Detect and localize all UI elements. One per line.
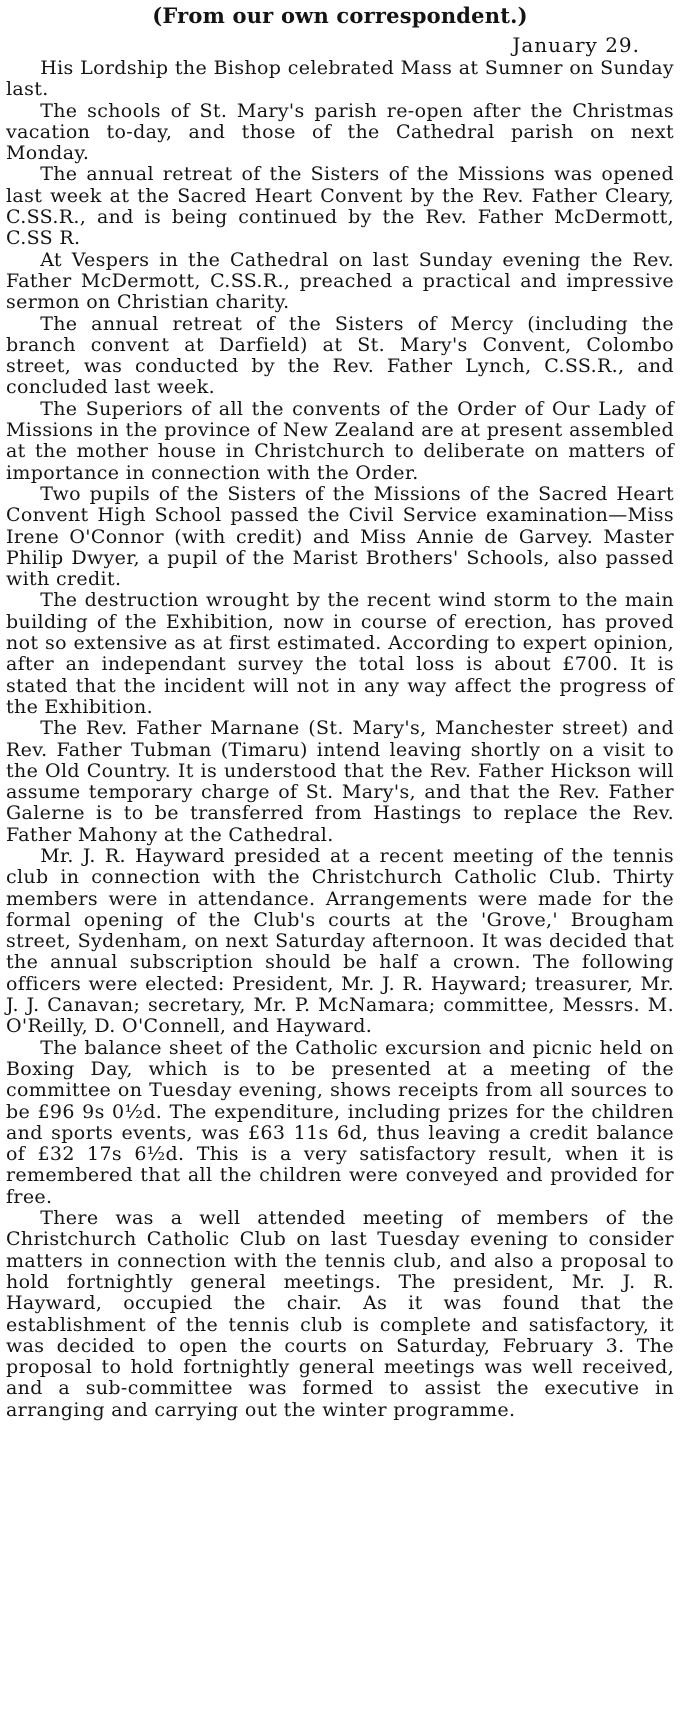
paragraph-excursion-balance-sheet: The balance sheet of the Catholic excursion and picnic held on Boxing Day, which is to be presented at a meeting of the committee on Tuesday evening, shows receipts from all sources to be £96 9s 0½d. The expenditure, including prizes for the children and sports events, was £63 11s 6d, thus leaving a credit balance of £32 17s 6½d. This is a very satisfactory result, when it is remembered that all the children were conveyed and provided for free. (6, 1036, 674, 1208)
paragraph-bishop-mass: His Lordship the Bishop celebrated Mass at Sumner on Sunday last. (6, 57, 674, 101)
paragraph-vespers-sermon: At Vespers in the Cathedral on last Sunday evening the Rev. Father McDermott, C.SS.R., preached a practical and impressive sermon on Christian charity. (6, 248, 674, 314)
paragraph-superiors-assembled: The Superiors of all the convents of the Order of Our Lady of Missions in the province of New Zealand are at present assembled at the mother house in Christchurch to deliberate on matters of importance in connection with the Order. (6, 397, 674, 484)
paragraph-tennis-club-meeting: Mr. J. R. Hayward presided at a recent meeting of the tennis club in connection with the Christchurch Catholic Club. Thirty members were in attendance. Arrangements were made for the formal opening of the Club's courts at the 'Grove,' Brougham street, Sydenham, on next Saturday afternoon. It was decided that the annual subscription should be half a crown. The following officers were elected: President, Mr. J. R. Hayward; treasurer, Mr. J. J. Canavan; secretary, Mr. P. McNamara; committee, Messrs. M. O'Reilly, D. O'Connell, and Hayward. (6, 844, 674, 1038)
paragraph-fathers-leaving: The Rev. Father Marnane (St. Mary's, Manchester street) and Rev. Father Tubman (Timaru) intend leaving shortly on a visit to the Old Country. It is understood that the Rev. Father Hickson will assume temporary charge of St. Mary's, and that the Rev. Father Galerne is to be transferred from Hastings to replace the Rev. Father Mahony at the Cathedral. (6, 717, 674, 846)
dateline: January 29. (512, 33, 640, 57)
newspaper-column (6, 0, 674, 1421)
paragraph-sisters-mercy-retreat: The annual retreat of the Sisters of Mercy (including the branch convent at Darfield) at St. Mary's Convent, Colombo street, was conducted by the Rev. Father Lynch, C.SS.R., and concluded last week. (6, 312, 674, 399)
paragraph-schools-reopen: The schools of St. Mary's parish re-open after the Christmas vacation to-day, and those of the Cathedral parish on next Monday. (6, 99, 674, 165)
paragraph-catholic-club-meeting: There was a well attended meeting of members of the Christchurch Catholic Club on last Tuesday evening to consider matters in connection with the tennis club, and also a proposal to hold fortnightly general meetings. The president, Mr. J. R. Hayward, occupied the chair. As it was found that the establishment of the tennis club is complete and satisfactory, it was decided to open the courts on Saturday, February 3. The proposal to hold fortnightly general meetings was well received, and a sub-committee was formed to assist the executive in arranging and carrying out the winter programme. (6, 1207, 674, 1421)
paragraph-sisters-missions-retreat: The annual retreat of the Sisters of the Missions was opened last week at the Sacred Heart Convent by the Rev. Father Cleary, C.SS.R., and is being continued by the Rev. Father McDermott, C.SS R. (6, 163, 674, 250)
column-heading: (From our own correspondent.) (152, 3, 528, 28)
paragraph-exhibition-storm: The destruction wrought by the recent wind storm to the main building of the Exhibition, now in course of erection, has proved not so extensive as at first estimated. According to expert opinion, after an independant survey the total loss is about £700. It is stated that the incident will not in any way affect the progress of the Exhibition. (6, 589, 674, 718)
paragraph-civil-service-exam: Two pupils of the Sisters of the Missions of the Sacred Heart Convent High School passed the Civil Service examination—Miss Irene O'Connor (with credit) and Miss Annie de Garvey. Master Philip Dwyer, a pupil of the Marist Brothers' Schools, also passed with credit. (6, 482, 674, 591)
